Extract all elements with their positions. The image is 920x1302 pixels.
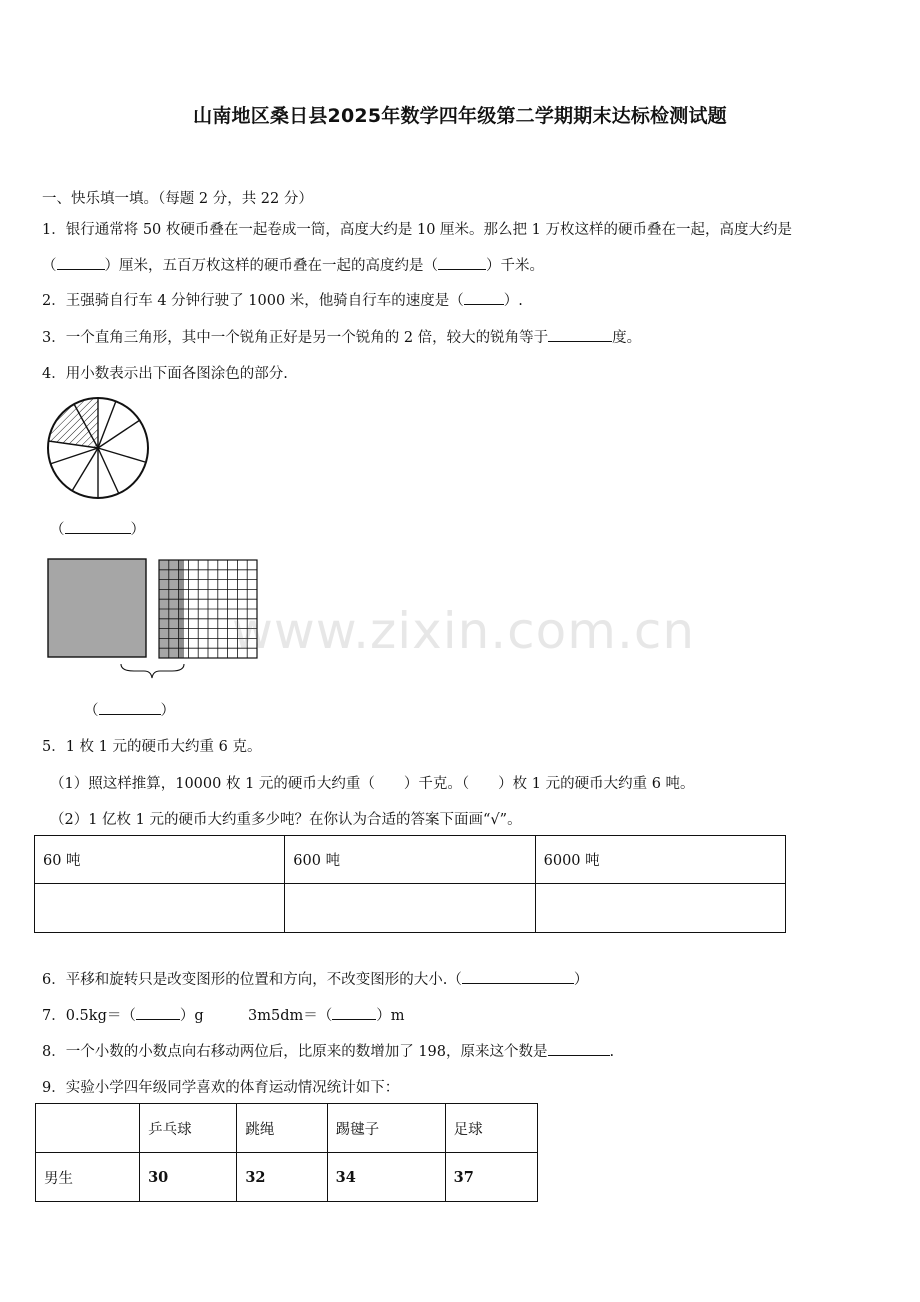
question-5-part-2: （2）1 亿枚 1 元的硬币大约重多少吨？在你认为合适的答案下面画“√”。 xyxy=(50,812,522,828)
question-1-line1: 1．银行通常将 50 枚硬币叠在一起卷成一筒，高度大约是 10 厘米。那么把 1 万枚这样的硬币叠在一起，高度大约是 xyxy=(42,222,793,238)
question-1-line2 xyxy=(42,254,544,275)
q5-table-answer-row xyxy=(35,884,786,933)
question-2 xyxy=(42,289,523,310)
q2-end: ）. xyxy=(503,293,523,309)
q8-text: 8．一个小数的小数点向右移动两位后，比原来的数增加了 198，原来这个数是 xyxy=(42,1044,548,1060)
question-3 xyxy=(42,326,641,347)
question-7 xyxy=(42,1004,204,1025)
q4-blank2-open: （ xyxy=(84,703,99,719)
q6-end: ） xyxy=(573,972,589,988)
q9-row-label: 男生 xyxy=(36,1153,140,1202)
q8-answer-blank[interactable] xyxy=(548,1041,610,1056)
q2-answer-blank[interactable] xyxy=(464,290,504,305)
q9-header-pingpong: 乒乓球 xyxy=(140,1104,237,1153)
q1-middle-text: ）厘米，五百万枚这样的硬币叠在一起的高度约是（ xyxy=(104,258,438,274)
square-grid-figure xyxy=(46,556,262,682)
q9-cell-jumprope: 32 xyxy=(237,1153,327,1202)
q9-corner-cell xyxy=(36,1104,140,1153)
question-6 xyxy=(42,968,588,989)
q7-answer-blank-1[interactable] xyxy=(136,1005,180,1020)
q9-cell-pingpong: 30 xyxy=(140,1153,237,1202)
q2-text: 2．王强骑自行车 4 分钟行驶了 1000 米，他骑自行车的速度是（ xyxy=(42,293,464,309)
q4-blank-1 xyxy=(50,518,145,539)
q5-option-6000: 6000 吨 xyxy=(535,836,785,884)
q3-text: 3．一个直角三角形，其中一个锐角正好是另一个锐角的 2 倍，较大的锐角等于 xyxy=(42,330,549,346)
brace xyxy=(121,664,184,678)
q7-unit-g: ）g xyxy=(179,1008,204,1024)
question-8 xyxy=(42,1040,614,1061)
q1-end-text: ）千米。 xyxy=(486,258,544,274)
q1-paren-open: （ xyxy=(42,258,57,274)
q4-blank-2 xyxy=(84,699,175,720)
question-5-part-1: （1）照这样推算，10000 枚 1 元的硬币大约重（ ）千克。（ ）枚 1 元的硬币大约重 6 吨。 xyxy=(50,776,695,792)
q5-answer-table xyxy=(34,835,786,933)
q9-cell-shuttlecock: 34 xyxy=(327,1153,445,1202)
q4-answer-blank-1[interactable] xyxy=(65,519,131,534)
q7-part-a: 7．0.5kg＝（ xyxy=(42,1008,136,1024)
q4-answer-blank-2[interactable] xyxy=(99,700,161,715)
q6-answer-blank[interactable] xyxy=(462,969,574,984)
section-heading: 一、快乐填一填。（每题 2 分，共 22 分） xyxy=(42,191,313,207)
q1-answer-blank-2[interactable] xyxy=(438,255,486,270)
question-5: 5．1 枚 1 元的硬币大约重 6 克。 xyxy=(42,739,262,755)
q9-row-boys xyxy=(36,1153,538,1202)
page-title: 山南地区桑日县2025年数学四年级第二学期期末达标检测试题 xyxy=(193,105,727,127)
question-4: 4．用小数表示出下面各图涂色的部分. xyxy=(42,366,288,382)
q8-end: . xyxy=(609,1044,615,1060)
q7-part-c: 3m5dm＝（ xyxy=(248,1008,333,1024)
q7-answer-blank-2[interactable] xyxy=(332,1005,376,1020)
q7-unit-m: ）m xyxy=(376,1008,405,1024)
watermark: www.zixin.com.cn xyxy=(232,602,696,660)
question-7-part-2 xyxy=(248,1004,404,1025)
q6-text: 6．平移和旋转只是改变图形的位置和方向，不改变图形的大小.（ xyxy=(42,972,462,988)
q4-blank2-close: ） xyxy=(160,703,175,719)
q5-answer-cell-600[interactable] xyxy=(285,884,535,933)
q9-header-football: 足球 xyxy=(445,1104,537,1153)
q5-option-60: 60 吨 xyxy=(35,836,285,884)
q3-answer-blank[interactable] xyxy=(548,327,612,342)
q9-header-shuttlecock: 踢毽子 xyxy=(327,1104,445,1153)
q4-blank1-open: （ xyxy=(50,522,65,538)
q9-header-jumprope: 跳绳 xyxy=(237,1104,327,1153)
full-shaded-square xyxy=(48,559,146,657)
q5-answer-cell-6000[interactable] xyxy=(535,884,785,933)
q5-option-600: 600 吨 xyxy=(285,836,535,884)
q1-answer-blank-1[interactable] xyxy=(57,255,105,270)
q5-table-header-row xyxy=(35,836,786,884)
q9-header-row xyxy=(36,1104,538,1153)
q5-answer-cell-60[interactable] xyxy=(35,884,285,933)
q4-blank1-close: ） xyxy=(130,522,145,538)
q9-stats-table xyxy=(35,1103,538,1202)
q3-end: 度。 xyxy=(612,330,642,346)
circle-figure xyxy=(46,396,152,500)
question-9: 9．实验小学四年级同学喜欢的体育运动情况统计如下： xyxy=(42,1080,400,1096)
q9-cell-football: 37 xyxy=(445,1153,537,1202)
